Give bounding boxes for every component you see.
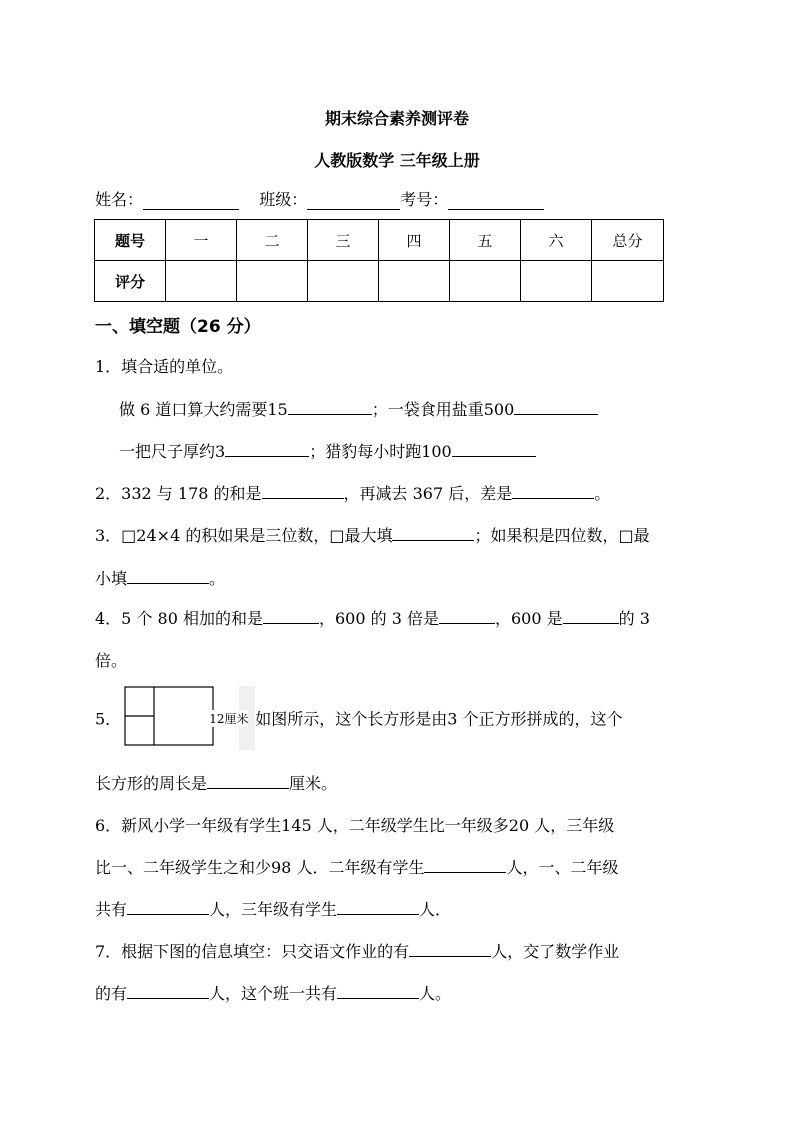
q6-text-f: 人． (419, 900, 452, 919)
q4-text-c: ，600 是 (494, 609, 563, 628)
q4-text-b: ，600 的 3 倍是 (318, 609, 439, 628)
score-cell-5[interactable] (450, 261, 521, 302)
q5-num: 5． (95, 709, 122, 729)
score-cell-4[interactable] (379, 261, 450, 302)
q6-text-c: 人，一、二年级 (506, 858, 619, 877)
q5-text-c: 厘米。 (289, 774, 338, 793)
q1-text-b: ；一袋食用盐重500 (371, 400, 515, 419)
q1-blank-2[interactable] (514, 413, 598, 415)
q4-text-a: 4．5 个 80 相加的和是 (95, 609, 263, 628)
q1-blank-1[interactable] (288, 413, 372, 415)
student-info-row (95, 187, 695, 209)
score-table-header-row (95, 220, 664, 261)
q6-line-3 (95, 897, 451, 920)
q7-text-b: 人，交了数学作业 (491, 942, 620, 961)
q5-figure (121, 686, 255, 750)
class-blank[interactable] (307, 189, 400, 210)
score-col-3: 三 (308, 220, 379, 261)
q1-blank-3[interactable] (225, 455, 309, 457)
q7-blank-2[interactable] (127, 997, 209, 999)
score-col-5: 五 (450, 220, 521, 261)
q5-line-1 (95, 686, 622, 750)
q4-blank-3[interactable] (563, 622, 619, 624)
q2-blank-2[interactable] (512, 497, 594, 499)
q4-line-2: 倍。 (95, 651, 128, 670)
q4-blank-2[interactable] (439, 622, 495, 624)
q6-blank-3[interactable] (337, 913, 419, 915)
q7-text-a: 7．根据下图的信息填空：只交语文作业的有 (95, 942, 410, 961)
q4-line-1 (95, 606, 650, 629)
q6-text-e: 人，三年级有学生 (209, 900, 338, 919)
q3-blank-2[interactable] (127, 582, 209, 584)
q5-text-b: 长方形的周长是 (95, 774, 208, 793)
q1-stem: 1．填合适的单位。 (95, 357, 234, 376)
q6-blank-2[interactable] (127, 913, 209, 915)
q1-text-d: ；猎豹每小时跑100 (309, 442, 452, 461)
q2-text-b: ，再减去 367 后，差是 (343, 484, 513, 503)
q2-text-a: 2．332 与 178 的和是 (95, 484, 262, 503)
q3-text-b: ；如果积是四位数，□最 (474, 526, 650, 545)
q7-line-1 (95, 939, 619, 962)
q6-text-b: 比一、二年级学生之和少98 人．二年级有学生 (95, 858, 425, 877)
number-label: 考号： (400, 190, 449, 209)
score-col-1: 一 (166, 220, 237, 261)
name-label: 姓名： (95, 190, 144, 209)
q4-text-d: 的 3 (618, 609, 650, 628)
q3-text-c: 小填 (95, 569, 128, 588)
q6-line-2 (95, 855, 618, 878)
q2-line (95, 481, 610, 504)
q6-line-1: 6．新风小学一年级有学生145 人，二年级学生比一年级多20 人，三年级 (95, 816, 615, 835)
score-cell-6[interactable] (521, 261, 592, 302)
q7-line-2 (95, 981, 451, 1004)
score-cell-3[interactable] (308, 261, 379, 302)
score-table-score-row (95, 261, 664, 302)
q1-blank-4[interactable] (452, 455, 536, 457)
score-cell-total[interactable] (592, 261, 664, 302)
score-table-row2-label: 评分 (95, 261, 166, 302)
score-table (94, 219, 664, 302)
q4-blank-1[interactable] (263, 622, 319, 624)
exam-subtitle: 人教版数学 三年级上册 (314, 151, 480, 170)
q5-text-a: 如图所示，这个长方形是由3 个正方形拼成的，这个 (255, 709, 623, 729)
q3-blank-1[interactable] (392, 539, 474, 541)
q5-blank-1[interactable] (207, 787, 289, 789)
score-col-2: 二 (237, 220, 308, 261)
q7-text-d: 人，这个班一共有 (209, 984, 338, 1003)
q1-line-1 (119, 397, 598, 420)
q1-line-2 (119, 439, 536, 462)
q7-text-c: 的有 (95, 984, 128, 1003)
q3-text-a: 3．□24×4 的积如果是三位数，□最大填 (95, 526, 393, 545)
name-blank[interactable] (143, 189, 239, 210)
q3-line-1 (95, 523, 650, 546)
q7-text-e: 人。 (419, 984, 452, 1003)
score-cell-2[interactable] (237, 261, 308, 302)
q2-blank-1[interactable] (262, 497, 344, 499)
score-col-4: 四 (379, 220, 450, 261)
score-col-total: 总分 (592, 220, 664, 261)
score-table-row1-label: 题号 (95, 220, 166, 261)
q1-text-a: 做 6 道口算大约需要15 (119, 400, 288, 419)
q6-blank-1[interactable] (424, 871, 506, 873)
exam-title: 期末综合素养测评卷 (324, 109, 469, 128)
q3-text-d: 。 (209, 569, 226, 588)
section-1-heading: 一、填空题（26 分） (95, 317, 261, 337)
q3-line-2 (95, 566, 225, 589)
class-label: 班级： (259, 190, 308, 209)
q7-blank-3[interactable] (337, 997, 419, 999)
score-col-6: 六 (521, 220, 592, 261)
q7-blank-1[interactable] (409, 955, 491, 957)
q2-text-c: 。 (594, 484, 611, 503)
number-blank[interactable] (448, 189, 544, 210)
q5-line-2 (95, 771, 337, 794)
score-cell-1[interactable] (166, 261, 237, 302)
figure-length-label: 12厘米 (209, 712, 249, 726)
q1-text-c: 一把尺子厚约3 (119, 442, 226, 461)
q6-text-d: 共有 (95, 900, 128, 919)
